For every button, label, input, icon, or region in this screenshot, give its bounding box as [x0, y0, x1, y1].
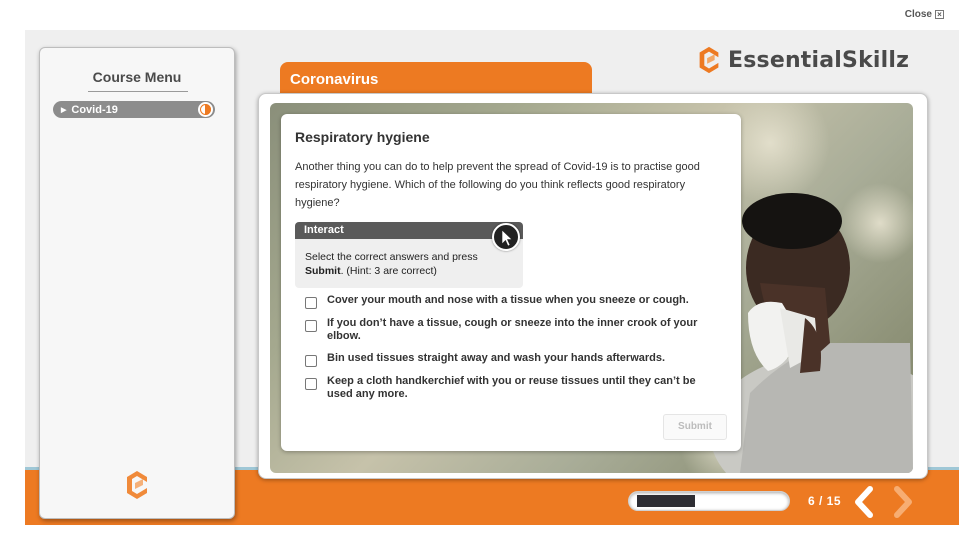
option-checkbox[interactable] [305, 378, 317, 390]
option-label: Cover your mouth and nose with a tissue when you sneeze or cough. [327, 294, 689, 306]
submit-button[interactable]: Submit [663, 414, 727, 440]
course-menu-title: Course Menu [92, 69, 182, 85]
brand-name: EssentialSkillz [728, 47, 910, 73]
question-title: Respiratory hygiene [295, 129, 430, 145]
half-progress-icon [198, 102, 213, 117]
interact-instruction [295, 239, 523, 278]
close-label: Close [904, 9, 932, 20]
essentialskillz-logo-icon [694, 45, 724, 75]
option-1[interactable] [305, 294, 719, 309]
course-menu-panel [39, 47, 235, 519]
interact-box [295, 222, 523, 288]
option-label: Bin used tissues straight away and wash your hands afterwards. [327, 352, 666, 364]
instruction-suffix: . (Hint: 3 are correct) [340, 265, 437, 277]
option-2[interactable] [305, 317, 719, 343]
question-text: Another thing you can do to help prevent the spread of Covid-19 is to practise good respiratory hygiene. Which of the following do you think reflects good respiratory hygiene? [295, 161, 700, 209]
next-button[interactable] [888, 486, 916, 518]
chevron-right-icon [888, 486, 916, 518]
chevron-left-icon [851, 486, 879, 518]
option-label: If you don’t have a tissue, cough or sneeze into the inner crook of your elbow. [327, 317, 698, 342]
option-checkbox[interactable] [305, 355, 317, 367]
instruction-bold: Submit [305, 265, 341, 277]
menu-divider [88, 91, 188, 92]
brand-logo [694, 45, 909, 75]
page-counter: 6 / 15 [808, 494, 842, 508]
option-checkbox[interactable] [305, 297, 317, 309]
pointer-cursor-icon [492, 223, 520, 251]
tab-coronavirus: Coronavirus [280, 62, 592, 94]
menu-item-covid-19[interactable] [53, 101, 215, 118]
previous-button[interactable] [851, 486, 879, 518]
triangle-right-icon: ▶ [61, 106, 67, 114]
close-button[interactable] [905, 9, 944, 20]
option-4[interactable] [305, 375, 719, 401]
instruction-prefix: Select the correct answers and press [305, 251, 478, 263]
question-card [281, 114, 741, 451]
close-box-icon: × [935, 10, 944, 19]
course-progress-bar [628, 491, 790, 511]
course-progress-fill [637, 495, 695, 507]
option-3[interactable] [305, 352, 719, 367]
interact-header: Interact [295, 222, 523, 239]
menu-item-label: Covid-19 [71, 103, 118, 116]
essentialskillz-logo-icon [121, 469, 153, 506]
option-checkbox[interactable] [305, 320, 317, 332]
option-label: Keep a cloth handkerchief with you or reuse tissues until they can’t be used any more. [327, 375, 696, 400]
